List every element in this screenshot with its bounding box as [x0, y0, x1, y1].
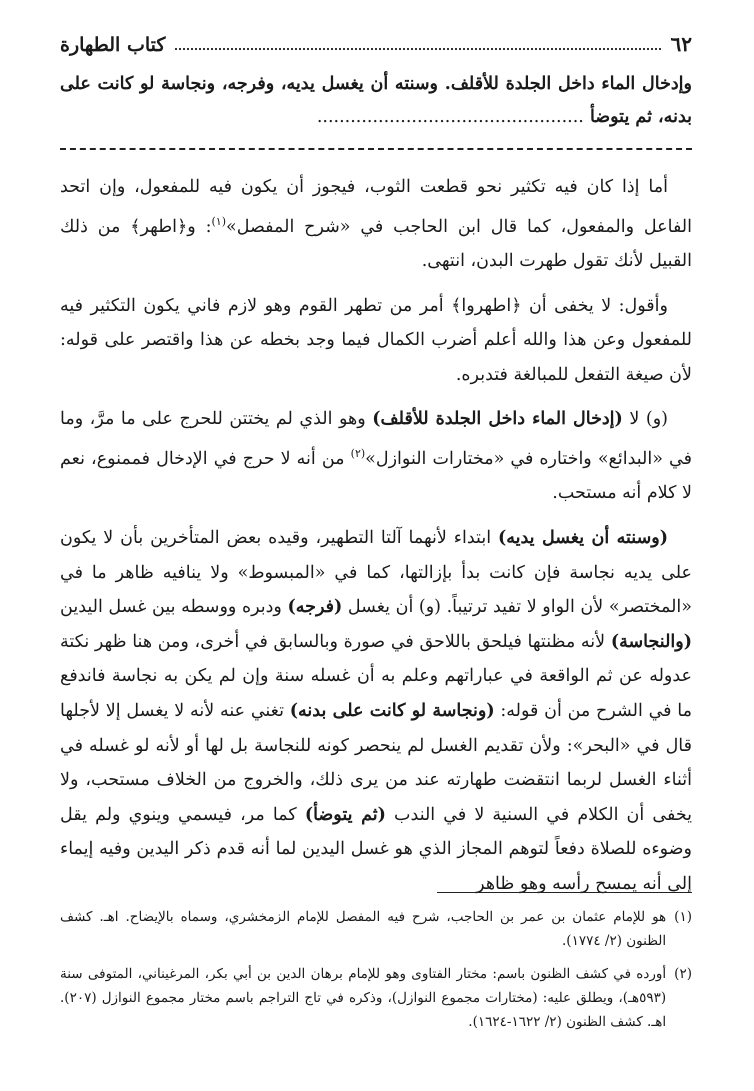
footnote-ref-1[interactable]: (١)	[211, 214, 227, 228]
footnote-text: هو للإمام عثمان بن عمر بن الحاجب، شرح فيه المفصل للإمام الزمخشري، وسماه بالإيضاح. اهـ. كشف الظنون (٢/ ١٧٧٤).	[60, 909, 667, 949]
footnote-2	[60, 962, 692, 1034]
paragraph-1	[60, 170, 692, 279]
matn-body: وإدخال الماء داخل الجلدة للأقلف. وسنته أن يغسل يديه، وفرجه، ونجاسة لو كانت على بدنه، ثم يتوضأ	[60, 74, 692, 127]
matn-quote: (وسنته أن يغسل يديه)	[497, 528, 668, 548]
header-dotted-leader	[175, 47, 660, 50]
paragraph-3	[60, 402, 692, 511]
footnote-number: (١)	[674, 909, 692, 925]
footnotes	[60, 905, 692, 1043]
paragraph-4	[60, 521, 692, 902]
paragraph-text: لأنه مظنتها فيلحق باللاحق في صورة وبالسابق في أخرى، ومن هنا ظهر نكتة عدوله عن ثم الواقعة في عباراتهم وعلم به أن غسله سنة وإن لم يكن به نجاسة فاندفع ما في الشرح من أن قوله:	[60, 631, 692, 721]
footnote-number: (٢)	[674, 966, 692, 982]
matn-quote: (إدخال الماء داخل الجلدة للأقلف)	[372, 409, 623, 430]
paragraph-text: كما مر، فيسمي وينوي ولم يقل وضوءه للصلاة دفعاً لتوهم المجاز الذي هو غسل اليدين لما أنه قدم ذكر اليدين وفيه إيماء إلى أنه يمسح رأسه وهو ظاهر	[60, 804, 692, 894]
paragraph-text: وهو الذي لم يختتن للحرج على ما مرَّ، وما في «البدائع» واختاره في «مختارات النوازل»	[60, 409, 692, 469]
matn-quote: (ثم يتوضأ)	[304, 804, 386, 825]
page-number: ٦٢	[670, 32, 692, 56]
matn-text	[60, 68, 692, 134]
matn-quote: (ونجاسة لو كانت على بدنه)	[289, 700, 495, 721]
paragraph-text: ابتداء لأنهما آلتا التطهير، وقيده بعض المتأخرين بأن لا يكون على يديه نجاسة فإن كانت بدأ بإزالتها، كما في «المبسوط» ولا ينافيه ظاهر ما في «المختصر» لأن الواو لا تفيد ترتيباً. (و) أن يغسل	[60, 528, 692, 618]
paragraph-text: ودبره ووسطه بين غسل اليدين	[60, 597, 282, 618]
footnote-rule	[437, 892, 692, 893]
matn-dotted-trail: ................................................	[316, 107, 584, 127]
commentary-body	[60, 170, 692, 912]
footnote-1	[60, 905, 692, 953]
matn-separator	[60, 148, 692, 150]
page-header	[60, 30, 692, 56]
paragraph-text: تغني عنه لأنه لا يغسل إلا لأجلها قال في «البحر»: ولأن تقديم الغسل لم ينحصر كونه للنجاسة بل لها أو لأنه لو غسله في أثناء الغسل لربما انتقضت طهارته عند من يرى ذلك، والخروج من الخلاف مستحب، ولا يخفى أن الكلام في السنية لا في الندب	[60, 700, 692, 825]
paragraph-text: (و) لا	[629, 409, 668, 430]
matn-quote: (والنجاسة)	[610, 631, 692, 652]
footnote-text: أورده في كشف الظنون باسم: مختار الفتاوى وهو للإمام برهان الدين بن أبي بكر، المرغيناني، المتوفى سنة (٥٩٣هـ)، ويطلق عليه: (مختارات مجموع النوازل)، وذكره في تاج التراجم باسم مختار مجموع النوازل (٢٠٧). اهـ. كشف الظنون (٢/ ١٦٢٢-١٦٢٤).	[60, 966, 667, 1030]
matn-quote: (فرجه)	[287, 597, 343, 618]
paragraph-text: : و﴿اطهر﴾ من ذلك القبيل لأنك تقول طهرت البدن، انتهى.	[60, 216, 692, 272]
paragraph-2	[60, 289, 692, 393]
footnote-ref-2[interactable]: (٢)	[350, 446, 366, 460]
paragraph-text: وأقول: لا يخفى أن ﴿اطهروا﴾ أمر من تطهر القوم وهو لازم فاني يكون التكثير فيه للمفعول وعن هذا والله أعلم أضرب الكمال فيما وجد بخطه عن هذا واقتصر على قوله: لأن صيغة التفعل للمبالغة فتدبره.	[60, 295, 692, 385]
paragraph-text: من أنه لا حرج في الإدخال فممنوع، نعم لا كلام أنه مستحب.	[60, 448, 692, 504]
paragraph-text: أما إذا كان فيه تكثير نحو قطعت الثوب، فيجوز أن يكون فيه للمفعول، وإن اتحد الفاعل والمفعول، كما قال ابن الحاجب في «شرح المفصل»	[60, 177, 693, 237]
book-title: كتاب الطهارة	[60, 34, 166, 56]
